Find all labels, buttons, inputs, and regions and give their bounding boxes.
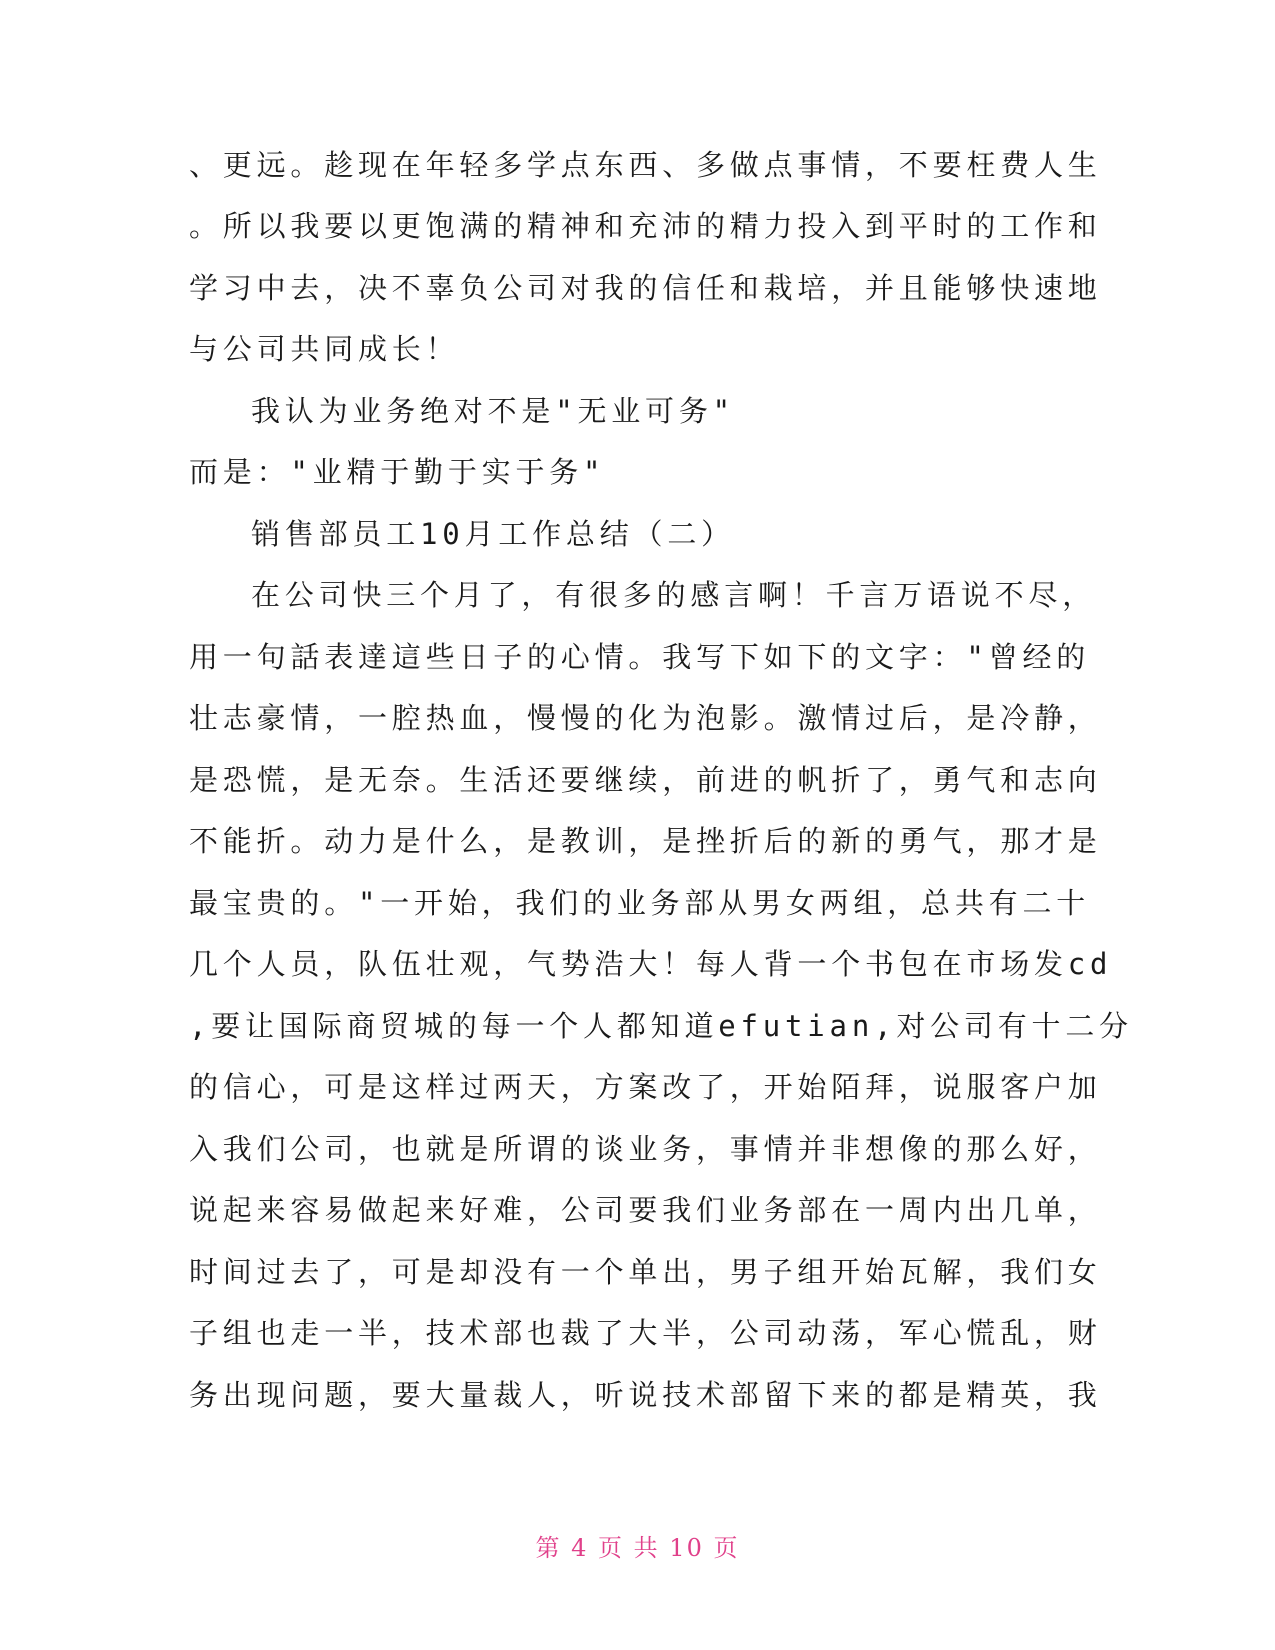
text-line: 最宝贵的。"一开始，我们的业务部从男女两组，总共有二十	[189, 886, 1091, 920]
text-line: 务出现问题，要大量裁人，听说技术部留下来的都是精英，我	[189, 1378, 1102, 1412]
text-line: 而是："业精于勤于实于务"	[189, 455, 606, 489]
text-line: 。所以我要以更饱满的精神和充沛的精力投入到平时的工作和	[189, 209, 1102, 243]
text-line: 几个人员，队伍壮观，气势浩大！每人背一个书包在市场发cd	[189, 947, 1113, 981]
text-line: 说起来容易做起来好难，公司要我们业务部在一周内出几单，	[189, 1193, 1102, 1227]
text-line: 不能折。动力是什么，是教训，是挫折后的新的勇气，那才是	[189, 824, 1102, 858]
text-line: 时间过去了，可是却没有一个单出，男子组开始瓦解，我们女	[189, 1255, 1102, 1289]
text-line: 在公司快三个月了，有很多的感言啊！千言万语说不尽，	[251, 578, 1097, 612]
text-line: 子组也走一半，技术部也裁了大半，公司动荡，军心慌乱，财	[189, 1316, 1102, 1350]
text-line: 学习中去，决不辜负公司对我的信任和栽培，并且能够快速地	[189, 271, 1102, 305]
text-line: 壮志豪情，一腔热血，慢慢的化为泡影。激情过后，是冷静，	[189, 701, 1102, 735]
section-heading: 销售部员工10月工作总结（二）	[251, 517, 735, 551]
text-line: ,要让国际商贸城的每一个人都知道efutian,对公司有十二分	[189, 1009, 1133, 1043]
text-line: 我认为业务绝对不是"无业可务"	[251, 394, 735, 428]
page-number-footer: 第 4 页 共 10 页	[535, 1534, 740, 1562]
text-line: 与公司共同成长！	[189, 332, 460, 366]
text-line: 是恐慌，是无奈。生活还要继续，前进的帆折了，勇气和志向	[189, 763, 1102, 797]
text-line: 用一句話表達這些日子的心情。我写下如下的文字："曾经的	[189, 640, 1091, 674]
text-line: 的信心，可是这样过两天，方案改了，开始陌拜，说服客户加	[189, 1070, 1102, 1104]
text-line: 入我们公司，也就是所谓的谈业务，事情并非想像的那么好，	[189, 1132, 1102, 1166]
text-line: 、更远。趁现在年轻多学点东西、多做点事情，不要枉费人生	[189, 148, 1102, 182]
